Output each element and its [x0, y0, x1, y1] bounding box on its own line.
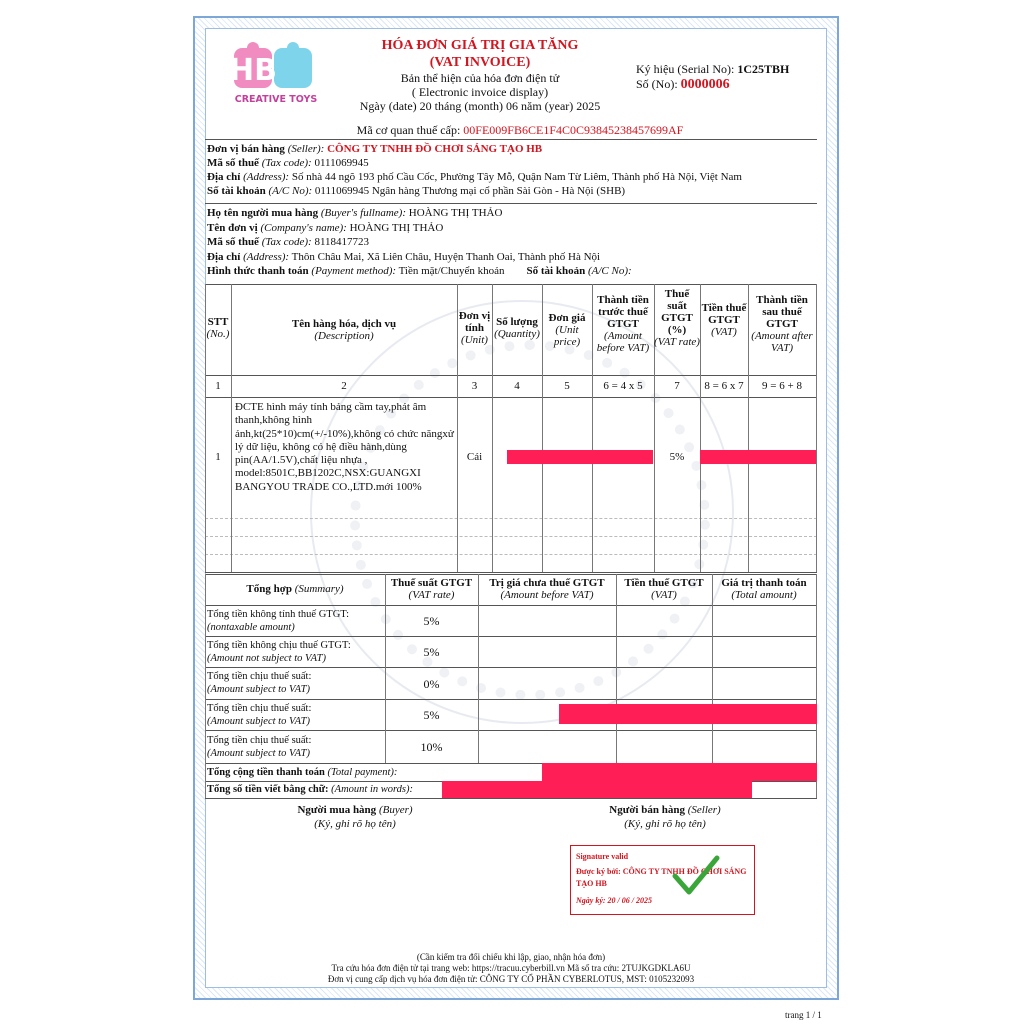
- item-vat-rate: 5%: [669, 451, 685, 463]
- col-header-quantity: Số lượng (Quantity): [494, 316, 540, 340]
- invoice-number: Số (No): 0000006: [636, 77, 730, 92]
- col-header-amount-before-vat: Thành tiền trước thuế GTGT (Amount before VAT): [596, 294, 650, 354]
- buyer-payment: Hình thức thanh toán (Payment method): Tiền mặt/Chuyển khoản Số tài khoản (A/C No):: [207, 265, 632, 277]
- amount-in-words: Tổng số tiền viết bằng chữ: (Amount in words):: [207, 784, 414, 795]
- col-num-3: 3: [471, 380, 478, 392]
- checkmark-icon: [671, 854, 721, 898]
- seller-tax: Mã số thuế (Tax code): 0111069945: [207, 157, 369, 169]
- summary-header-total: Giá trị thanh toán (Total amount): [721, 577, 807, 601]
- col-num-7: 7: [674, 380, 680, 392]
- tax-authority-code: Mã cơ quan thuế cấp: 00FE009FB6CE1F4C0C93845238457699AF: [356, 123, 684, 137]
- item-unit: Cái: [466, 451, 483, 463]
- sig-valid-text: Signature valid: [576, 852, 629, 861]
- seller-name: Đơn vị bán hàng (Seller): CÔNG TY TNHH ĐỒ CHƠI SÁNG TẠO HB: [207, 143, 543, 155]
- summary-header-amount-before-vat: Trị giá chưa thuế GTGT (Amount before VAT): [489, 577, 605, 601]
- col-num-9: 9 = 6 + 8: [762, 380, 802, 392]
- footer-notes: [205, 952, 817, 985]
- summary-row-subject-0: Tổng tiền chịu thuế suất: (Amount subject to VAT): [207, 671, 312, 695]
- buyer-company: Tên đơn vị (Company's name): HOÀNG THỊ THẢO: [207, 221, 444, 234]
- display-label-vi: Bản thể hiện của hóa đơn điện tử: [400, 71, 560, 85]
- summary-row-subject-10: Tổng tiền chịu thuế suất: (Amount subject to VAT): [207, 735, 312, 759]
- hb-logo: [228, 42, 320, 114]
- col-header-unit-price: Đơn giá (Unit price): [548, 312, 586, 348]
- col-num-5: 5: [564, 380, 570, 392]
- sig-date: Ngày ký: 20 / 06 / 2025: [576, 896, 652, 905]
- seller-address: Địa chỉ (Address): Số nhà 44 ngõ 193 phố Cầu Cốc, Phường Tây Mỗ, Quận Nam Từ Liêm, Thành phố Hà Nội, Việt Nam: [207, 171, 742, 183]
- logo-letter-h: HB: [229, 53, 277, 88]
- seller-signature: Người bán hàng (Seller) (Ký, ghi rõ họ tên): [609, 804, 721, 830]
- buyer-block: [207, 206, 632, 279]
- summary-header-vat: Tiền thuế GTGT (VAT): [624, 577, 704, 601]
- summary-row-subject-5: Tổng tiền chịu thuế suất: (Amount subject to VAT): [207, 703, 312, 727]
- serial-number: Ký hiệu (Serial No): 1C25TBH: [636, 62, 790, 76]
- summary-rate-4: 5%: [423, 708, 440, 722]
- invoice-date: Ngày (date) 20 tháng (month) 06 năm (year) 2025: [359, 99, 601, 113]
- redaction-item-vat: [700, 450, 816, 464]
- page-number: trang 1 / 1: [785, 1010, 822, 1020]
- seller-account: Số tài khoản (A/C No): 0111069945 Ngân hàng Thương mại cổ phần Sài Gòn - Hà Nội (SHB): [207, 185, 626, 197]
- summary-row-not-subject: Tổng tiền không chịu thuế GTGT: (Amount not subject to VAT): [207, 640, 351, 664]
- col-header-unit: Đơn vị tính (Unit): [458, 310, 491, 346]
- item-description: ĐCTE hình máy tính bảng cầm tay,phát âm thanh,không hình ảnh,kt(25*10)cm(+/-10%),không có chức năngxử lý dữ liệu, không có hệ điều hành,dùng pin(AA/1.5V),chất liệu nhựa , model:8501C,BB1202C,NSX:GUANGXI BANGYOU TRADE CO.,LTD.mới 100%: [235, 401, 454, 493]
- summary-row-nontaxable: Tổng tiền không tính thuế GTGT: (nontaxable amount): [207, 609, 350, 633]
- col-num-8: 8 = 6 x 7: [704, 380, 744, 392]
- buyer-tax: Mã số thuế (Tax code): 8118417723: [207, 236, 370, 248]
- redaction-words: [442, 781, 752, 798]
- col-header-amount-after-vat: Thành tiền sau thuế GTGT (Amount after VAT): [751, 294, 813, 354]
- col-header-description: Tên hàng hóa, dịch vụ (Description): [291, 318, 397, 342]
- total-payment: Tổng cộng tiền thanh toán (Total payment):: [207, 767, 398, 778]
- redaction-summary-5: [559, 704, 817, 724]
- digital-signature-box: [570, 845, 755, 915]
- footer-line-1: (Cần kiểm tra đối chiếu khi lập, giao, nhận hóa đơn): [416, 952, 606, 962]
- col-num-4: 4: [514, 380, 520, 392]
- buyer-name: Họ tên người mua hàng (Buyer's fullname): HOÀNG THỊ THẢO: [207, 207, 503, 219]
- invoice-title-vi: HÓA ĐƠN GIÁ TRỊ GIA TĂNG: [381, 38, 579, 53]
- footer-line-3: Đơn vị cung cấp dịch vụ hóa đơn điện tử: CÔNG TY CỔ PHẦN CYBERLOTUS, MST: 0105232093: [327, 974, 695, 984]
- buyer-signature: Người mua hàng (Buyer) (Ký, ghi rõ họ tên): [297, 804, 413, 830]
- seller-block: [207, 142, 742, 198]
- summary-rate-3: 0%: [423, 677, 440, 691]
- buyer-address: Địa chỉ (Address): Thôn Châu Mai, Xã Liên Châu, Huyện Thanh Oai, Thành phố Hà Nội: [207, 250, 601, 263]
- col-num-2: 2: [341, 380, 347, 392]
- invoice-title-en: (VAT INVOICE): [429, 55, 531, 70]
- redaction-item-price: [507, 450, 653, 464]
- col-header-stt: STT (No.): [206, 316, 230, 340]
- summary-header-label: Tổng hợp (Summary): [246, 583, 344, 595]
- logo-subtitle: CREATIVE TOYS: [234, 94, 318, 105]
- redaction-total: [542, 763, 817, 781]
- col-header-vat-rate: Thuế suất GTGT (%) (VAT rate): [654, 288, 700, 348]
- summary-rate-2: 5%: [423, 645, 440, 659]
- item-stt: 1: [215, 451, 221, 463]
- sig-signed-by: Được ký bởi: CÔNG TY TNHH ĐỒ CHƠI SÁNG TẠO HB: [576, 867, 747, 888]
- footer-line-2: Tra cứu hóa đơn điện tử tại trang web: https://tracuu.cyberbill.vn Mã số tra cứu: 2TUJKGDKLA6U: [331, 963, 691, 973]
- summary-rate-5: 10%: [420, 740, 443, 754]
- summary-rate-1: 5%: [423, 614, 440, 628]
- col-header-vat: Tiền thuế GTGT (VAT): [701, 302, 747, 338]
- display-label-en: ( Electronic invoice display): [411, 85, 549, 99]
- col-num-1: 1: [215, 380, 221, 392]
- col-num-6: 6 = 4 x 5: [603, 380, 643, 392]
- summary-header-vat-rate: Thuế suất GTGT (VAT rate): [390, 577, 473, 601]
